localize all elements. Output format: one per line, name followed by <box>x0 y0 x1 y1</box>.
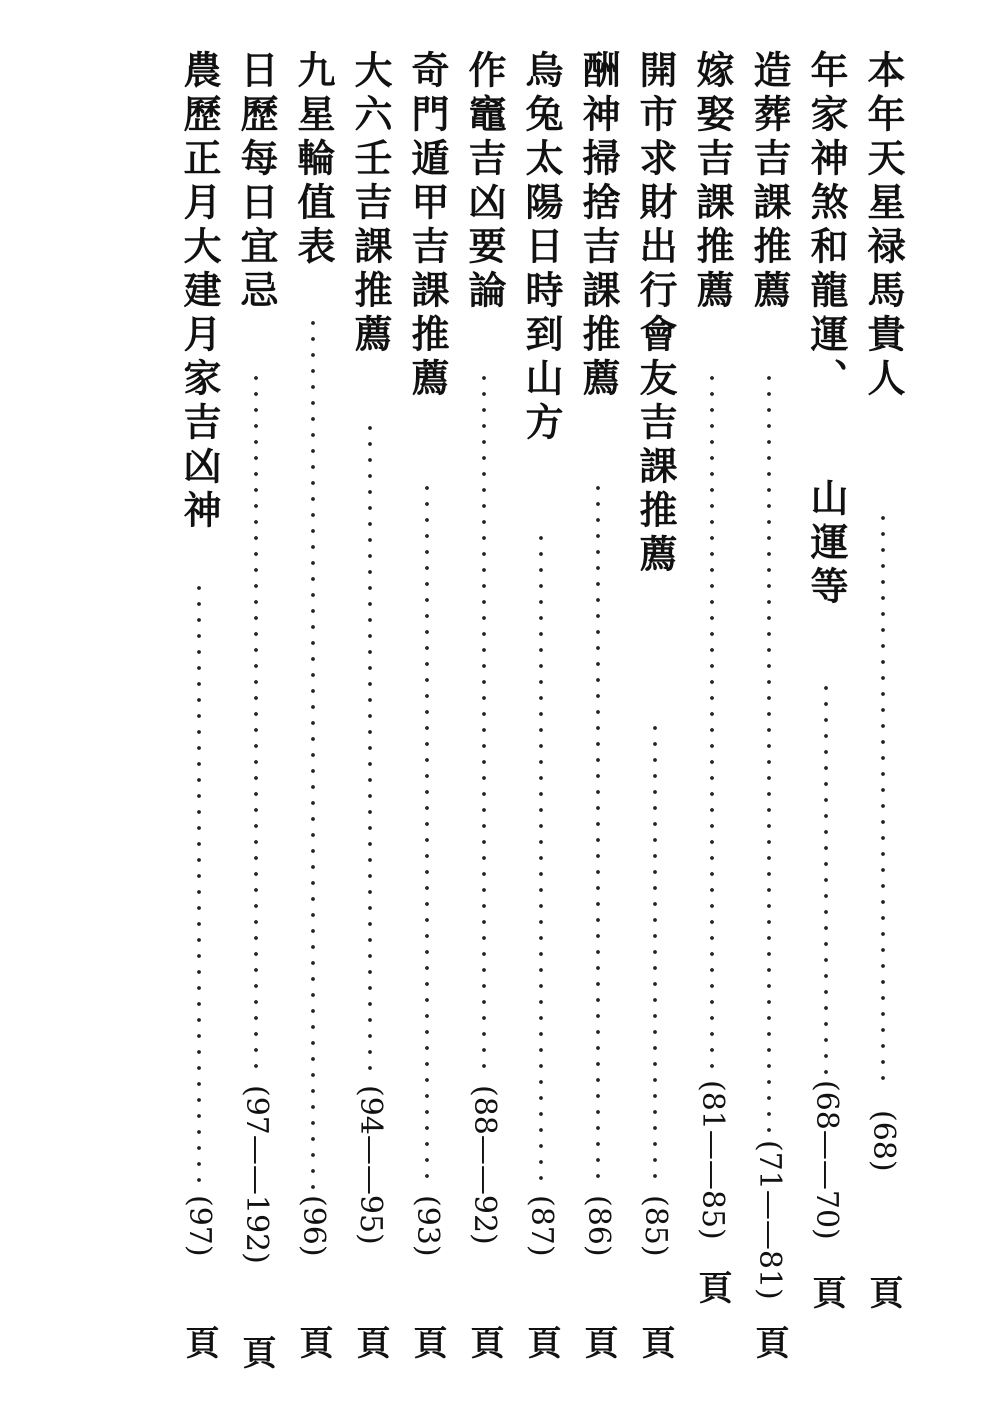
entry-page-unit: 頁 <box>635 1325 675 1359</box>
toc-entry <box>399 50 455 1370</box>
entry-title: 酬神掃捨吉課推薦 <box>576 50 621 402</box>
entry-page-range: (87) <box>524 1195 559 1257</box>
dot-leader <box>764 370 774 1140</box>
dot-leader <box>194 580 204 1190</box>
entry-title: 九星輪值表 <box>291 50 336 270</box>
entry-page-unit: 頁 <box>464 1325 504 1359</box>
toc-entry <box>342 50 398 1370</box>
toc-entry <box>855 50 911 1370</box>
toc-entry <box>741 50 797 1370</box>
entry-title: 烏兔太陽日時到山方 <box>519 50 564 446</box>
dot-leader <box>707 370 717 1070</box>
toc-entry <box>285 50 341 1370</box>
entry-page-unit: 頁 <box>749 1325 789 1359</box>
dot-leader <box>536 530 546 1190</box>
entry-page-unit: 頁 <box>293 1325 333 1359</box>
entry-title: 農歷正月大建月家吉凶神 <box>177 50 222 534</box>
entry-page-unit: 頁 <box>350 1325 390 1359</box>
entry-title: 大六壬吉課推薦 <box>348 50 393 358</box>
entry-page-range: (93) <box>410 1195 445 1257</box>
entry-page-range: (97——192) <box>239 1085 274 1264</box>
dot-leader <box>365 420 375 1080</box>
entry-page-range: (85) <box>638 1195 673 1257</box>
entry-title: 奇門遁甲吉課推薦 <box>405 50 450 402</box>
dot-leader <box>878 510 888 1090</box>
entry-page-unit: 頁 <box>236 1335 276 1369</box>
dot-leader <box>593 480 603 1190</box>
entry-page-range: (96) <box>296 1195 331 1257</box>
dot-leader <box>308 315 318 1190</box>
entry-title: 開市求財出行會友吉課推薦 <box>633 50 678 578</box>
entry-page-range: (88——92) <box>467 1085 502 1245</box>
dot-leader <box>479 370 489 1080</box>
entry-title: 嫁娶吉課推薦 <box>690 50 735 314</box>
toc-entry <box>570 50 626 1370</box>
entry-page-range: (81——85) <box>695 1080 730 1240</box>
entry-page-unit: 頁 <box>806 1275 846 1309</box>
dot-leader <box>650 720 660 1190</box>
dot-leader <box>251 370 261 1080</box>
toc-entry <box>228 50 284 1370</box>
entry-title: 日歷每日宜忌 <box>234 50 279 314</box>
entry-page-range: (71——81) <box>752 1140 787 1300</box>
entry-page-unit: 頁 <box>692 1270 732 1304</box>
toc-entry <box>684 50 740 1370</box>
toc-entry <box>798 50 854 1370</box>
toc-entry <box>513 50 569 1370</box>
toc-entry <box>456 50 512 1370</box>
dot-leader <box>422 480 432 1190</box>
entry-title: 造葬吉課推薦 <box>747 50 792 314</box>
entry-title-continuation: 山運等 <box>804 478 849 610</box>
entry-title: 本年天星禄馬貴人 <box>861 50 906 402</box>
entry-page-range: (97) <box>182 1195 217 1257</box>
entry-page-unit: 頁 <box>521 1325 561 1359</box>
entry-page-range: (68——70) <box>809 1080 844 1240</box>
entry-page-unit: 頁 <box>578 1325 618 1359</box>
toc-entry <box>171 50 227 1370</box>
entry-page-range: (94——95) <box>353 1085 388 1245</box>
entry-page-unit: 頁 <box>407 1325 447 1359</box>
entry-page-unit: 頁 <box>179 1325 219 1359</box>
entry-title: 年家神煞和龍運、 <box>804 50 849 402</box>
dot-leader <box>821 680 831 1075</box>
entry-title: 作竈吉凶要論 <box>462 50 507 314</box>
entry-page-range: (86) <box>581 1195 616 1257</box>
entry-page-range: (68) <box>866 1110 901 1172</box>
entry-page-unit: 頁 <box>863 1275 903 1309</box>
toc-entry <box>627 50 683 1370</box>
